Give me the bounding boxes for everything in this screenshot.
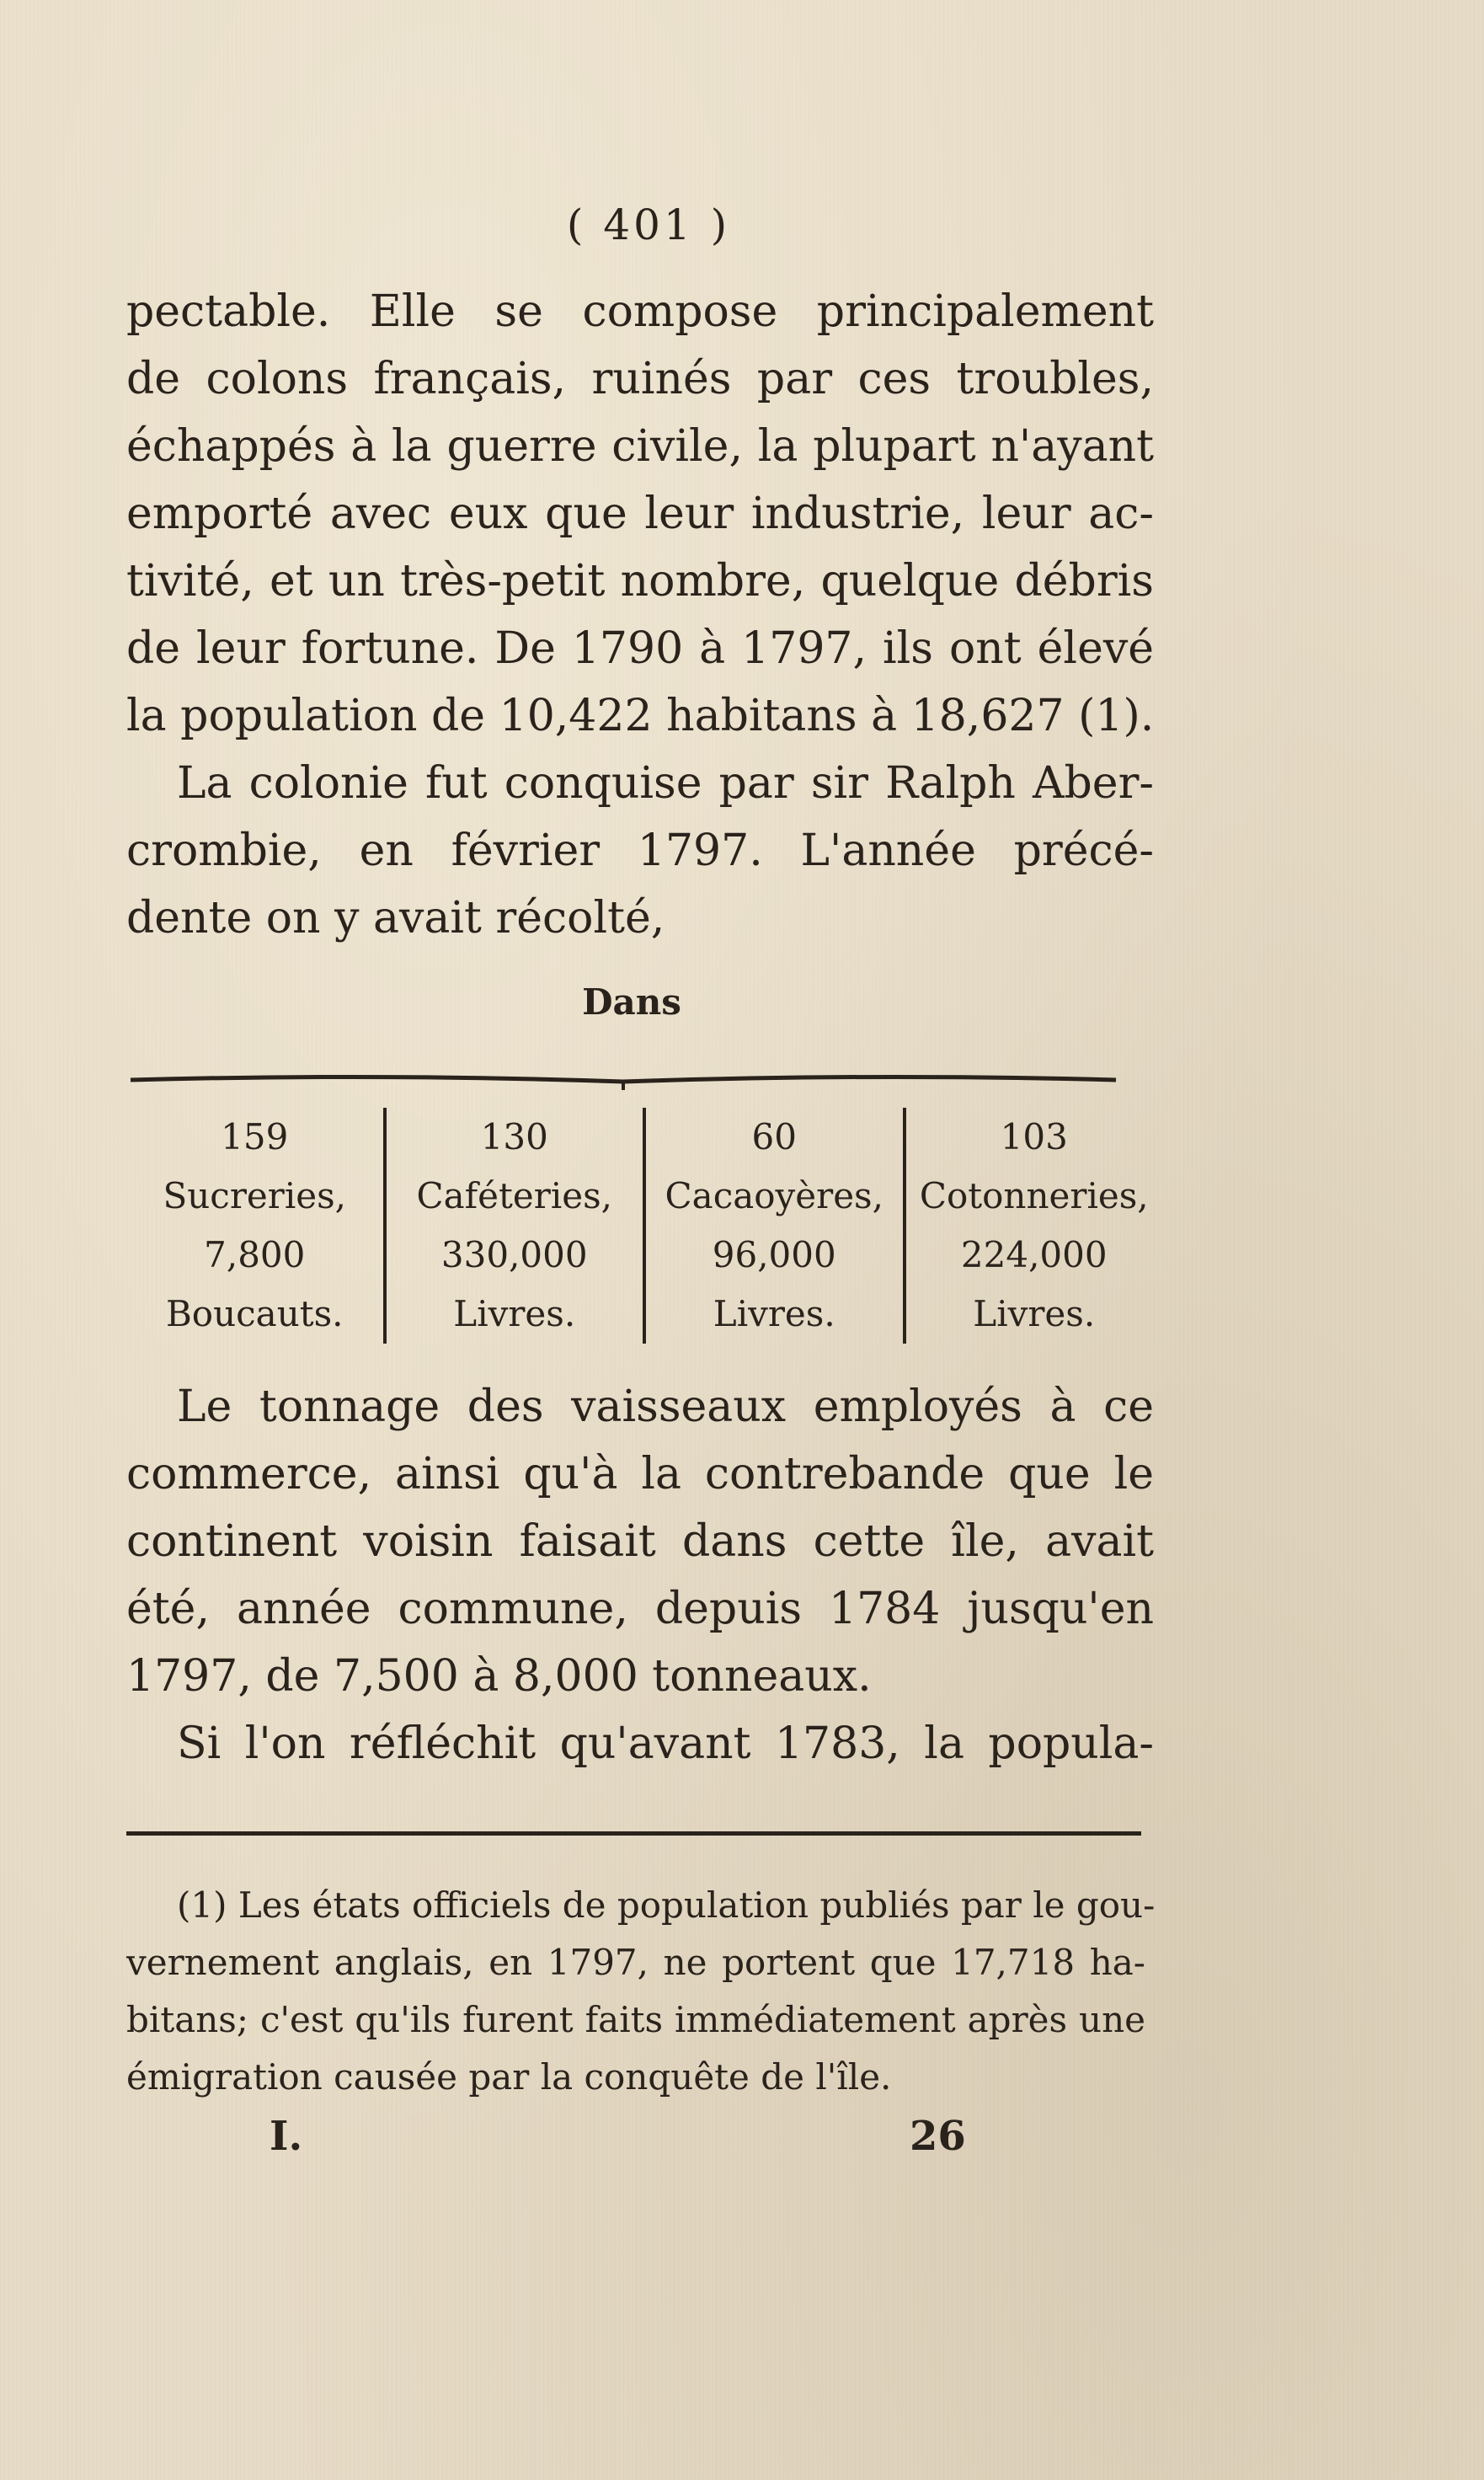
harvest-table [126, 1108, 1162, 1344]
text-line: continent voisin faisait dans cette île, avait [126, 1516, 1154, 1567]
category-label: Caféteries, [416, 1175, 613, 1216]
amount-value: 224,000 [960, 1234, 1108, 1275]
category-label: Cotonneries, [919, 1175, 1149, 1216]
signature-mark: I. [270, 2113, 303, 2160]
unit-label: Livres. [453, 1293, 576, 1334]
text-line: commerce, ainsi qu'à la contrebande que le [126, 1449, 1154, 1499]
footnote [126, 1877, 1156, 2106]
text-line: pectable. Elle se compose principalement [126, 286, 1154, 337]
footnote-rule [126, 1831, 1141, 1836]
footnote-line: (1) Les états officiels de population publiés par le gou- [177, 1884, 1156, 1926]
text-line: La colonie fut conquise par sir Ralph Aber- [177, 758, 1154, 809]
footnote-line: émigration causée par la conquête de l'île. [126, 2056, 892, 2098]
text-line: tivité, et un très-petit nombre, quelque débris [126, 556, 1154, 607]
count-value: 130 [480, 1116, 548, 1157]
count-value: 60 [751, 1116, 797, 1157]
amount-value: 96,000 [712, 1234, 836, 1275]
gathering-number: 26 [910, 2113, 966, 2160]
text-line: Si l'on réfléchit qu'avant 1783, la popula- [177, 1718, 1154, 1769]
text-line: 1797, de 7,500 à 8,000 tonneaux. [126, 1651, 872, 1702]
paragraph-2 [126, 750, 1154, 952]
unit-label: Livres. [973, 1293, 1096, 1334]
footnote-line: vernement anglais, en 1797, ne portent que 17,718 ha- [126, 1942, 1145, 1983]
text-line: emporté avec eux que leur industrie, leur ac- [126, 489, 1154, 539]
amount-value: 7,800 [204, 1234, 306, 1275]
category-label: Cacaoyères, [665, 1175, 883, 1216]
text-line: Le tonnage des vaisseaux employés à ce [177, 1382, 1154, 1432]
text-line: été, année commune, depuis 1784 jusqu'en [126, 1584, 1154, 1634]
category-label: Sucreries, [163, 1175, 347, 1216]
table-column [126, 1108, 387, 1344]
text-line: de leur fortune. De 1790 à 1797, ils ont élevé [126, 623, 1154, 674]
amount-value: 330,000 [440, 1234, 588, 1275]
text-line: la population de 10,422 habitans à 18,627 (1). [126, 691, 1155, 741]
text-line: de colons français, ruinés par ces troubles, [126, 354, 1154, 404]
unit-label: Boucauts. [165, 1293, 344, 1334]
count-value: 103 [1000, 1116, 1068, 1157]
count-value: 159 [221, 1116, 289, 1157]
unit-label: Livres. [713, 1293, 835, 1334]
brace-rule [126, 1061, 1120, 1095]
paragraph-4 [126, 1710, 1154, 1777]
table-heading: Dans [582, 981, 681, 1023]
footnote-line: bitans; c'est qu'ils furent faits immédiatement après une [126, 1999, 1145, 2040]
page-number: ( 401 ) [566, 200, 731, 249]
paragraph-3 [126, 1373, 1154, 1710]
table-column [387, 1108, 647, 1344]
paragraph-1 [126, 278, 1154, 750]
text-line: crombie, en février 1797. L'année précé- [126, 826, 1154, 876]
text-line: dente on y avait récolté, [126, 893, 665, 943]
table-column [646, 1108, 906, 1344]
table-column [906, 1108, 1163, 1344]
text-line: échappés à la guerre civile, la plupart n'ayant [126, 421, 1154, 472]
